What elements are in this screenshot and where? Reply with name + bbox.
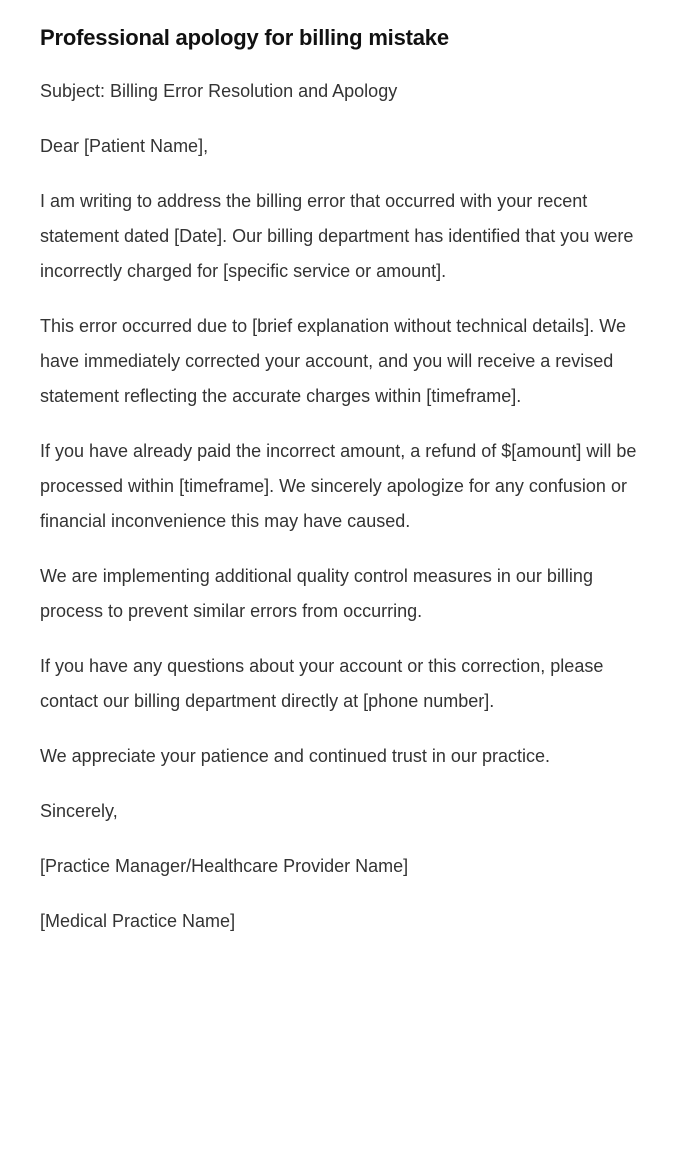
- salutation: Dear [Patient Name],: [40, 136, 209, 156]
- subject-line: Subject: Billing Error Resolution and Apology: [40, 81, 398, 101]
- page-title: Professional apology for billing mistake: [40, 25, 449, 50]
- body-paragraph-6: We appreciate your patience and continued trust in our practice.: [40, 746, 550, 766]
- body-paragraph-4: We are implementing additional quality control measures in our billing process to prevent similar errors from occurring.: [40, 566, 593, 621]
- body-paragraph-3: If you have already paid the incorrect amount, a refund of $[amount] will be processed within [timeframe]. We sincerely apologize for any confusion or financial inconvenience this may have caused.: [40, 441, 637, 531]
- signature-name-placeholder: [Practice Manager/Healthcare Provider Name]: [40, 856, 409, 876]
- practice-name-placeholder: [Medical Practice Name]: [40, 911, 236, 931]
- body-paragraph-1: I am writing to address the billing error that occurred with your recent statement dated [Date]. Our billing department has identified that you were incorrectly charged for [specific service or amount].: [40, 191, 634, 281]
- body-paragraph-5: If you have any questions about your account or this correction, please contact our billing department directly at [phone number].: [40, 656, 604, 711]
- body-paragraph-2: This error occurred due to [brief explanation without technical details]. We have immediately corrected your account, and you will receive a revised statement reflecting the accurate charges within [timeframe].: [40, 316, 626, 406]
- closing: Sincerely,: [40, 801, 118, 821]
